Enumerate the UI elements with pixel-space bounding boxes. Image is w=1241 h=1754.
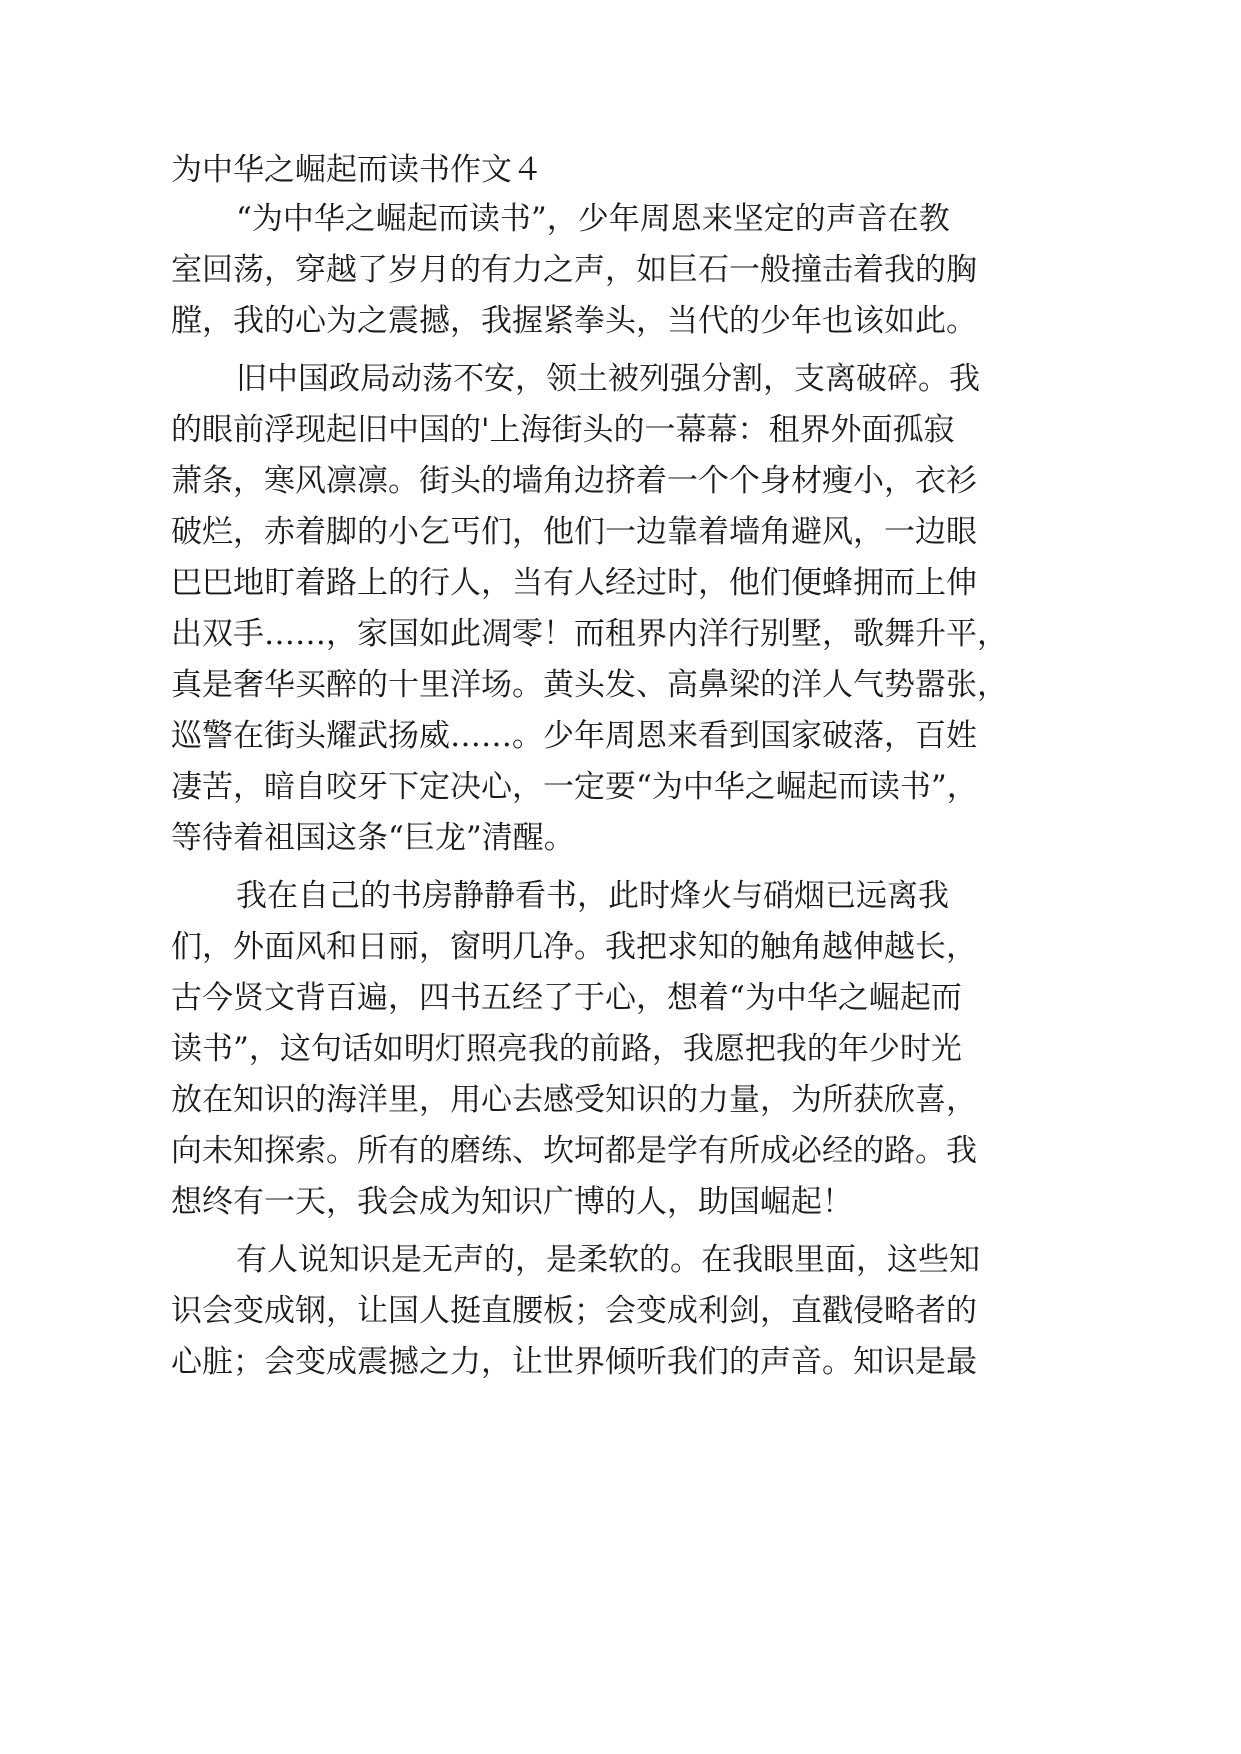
paragraph-line: 萧条，寒风凛凛。街头的墙角边挤着一个个身材瘦小，衣衫 — [171, 463, 977, 499]
paragraph-line: 心脏；会变成震撼之力，让世界倾听我们的声音。知识是最 — [171, 1344, 977, 1380]
paragraph-line: 巡警在街头耀武扬威……。少年周恩来看到国家破落，百姓 — [171, 718, 977, 754]
paragraph-line: 放在知识的海洋里，用心去感受知识的力量，为所获欣喜， — [171, 1082, 977, 1118]
paragraph-line: 我在自己的书房静静看书，此时烽火与硝烟已远离我 — [236, 878, 949, 914]
paragraph-line: 旧中国政局动荡不安，领土被列强分割，支离破碎。我 — [236, 361, 980, 397]
paragraph-line: 出双手……，家国如此凋零！而租界内洋行别墅，歌舞升平， — [171, 616, 1008, 652]
paragraph-line: 有人说知识是无声的，是柔软的。在我眼里面，这些知 — [236, 1242, 980, 1278]
paragraph-line: 的眼前浮现起旧中国的'上海街头的一幕幕：租界外面孤寂 — [171, 412, 955, 448]
paragraph-line: 膛，我的心为之震撼，我握紧拳头，当代的少年也该如此。 — [171, 303, 977, 339]
paragraph-line: 读书”，这句话如明灯照亮我的前路，我愿把我的年少时光 — [171, 1031, 962, 1067]
paragraph-line: 巴巴地盯着路上的行人，当有人经过时，他们便蜂拥而上伸 — [171, 565, 977, 601]
paragraph-line: 识会变成钢，让国人挺直腰板；会变成利剑，直戳侵略者的 — [171, 1293, 977, 1329]
paragraph-line: 破烂，赤着脚的小乞丐们，他们一边靠着墙角避风，一边眼 — [171, 514, 977, 550]
paragraph-line: 想终有一天，我会成为知识广博的人，助国崛起！ — [171, 1184, 853, 1220]
paragraph-line: 古今贤文背百遍，四书五经了于心，想着“为中华之崛起而 — [171, 980, 962, 1016]
paragraph-line: 等待着祖国这条“巨龙”清醒。 — [171, 820, 575, 856]
paragraph-line: “为中华之崛起而读书”，少年周恩来坚定的声音在教 — [236, 201, 950, 237]
paragraph-line: 室回荡，穿越了岁月的有力之声，如巨石一般撞击着我的胸 — [171, 252, 977, 288]
document-title: 为中华之崛起而读书作文４ — [171, 152, 543, 188]
paragraph-line: 向未知探索。所有的磨练、坎坷都是学有所成必经的路。我 — [171, 1133, 977, 1169]
paragraph-line: 凄苦，暗自咬牙下定决心，一定要“为中华之崛起而读书”， — [171, 769, 978, 805]
paragraph-line: 真是奢华买醉的十里洋场。黄头发、高鼻梁的洋人气势嚣张， — [171, 667, 1008, 703]
paragraph-line: 们，外面风和日丽，窗明几净。我把求知的触角越伸越长， — [171, 929, 977, 965]
